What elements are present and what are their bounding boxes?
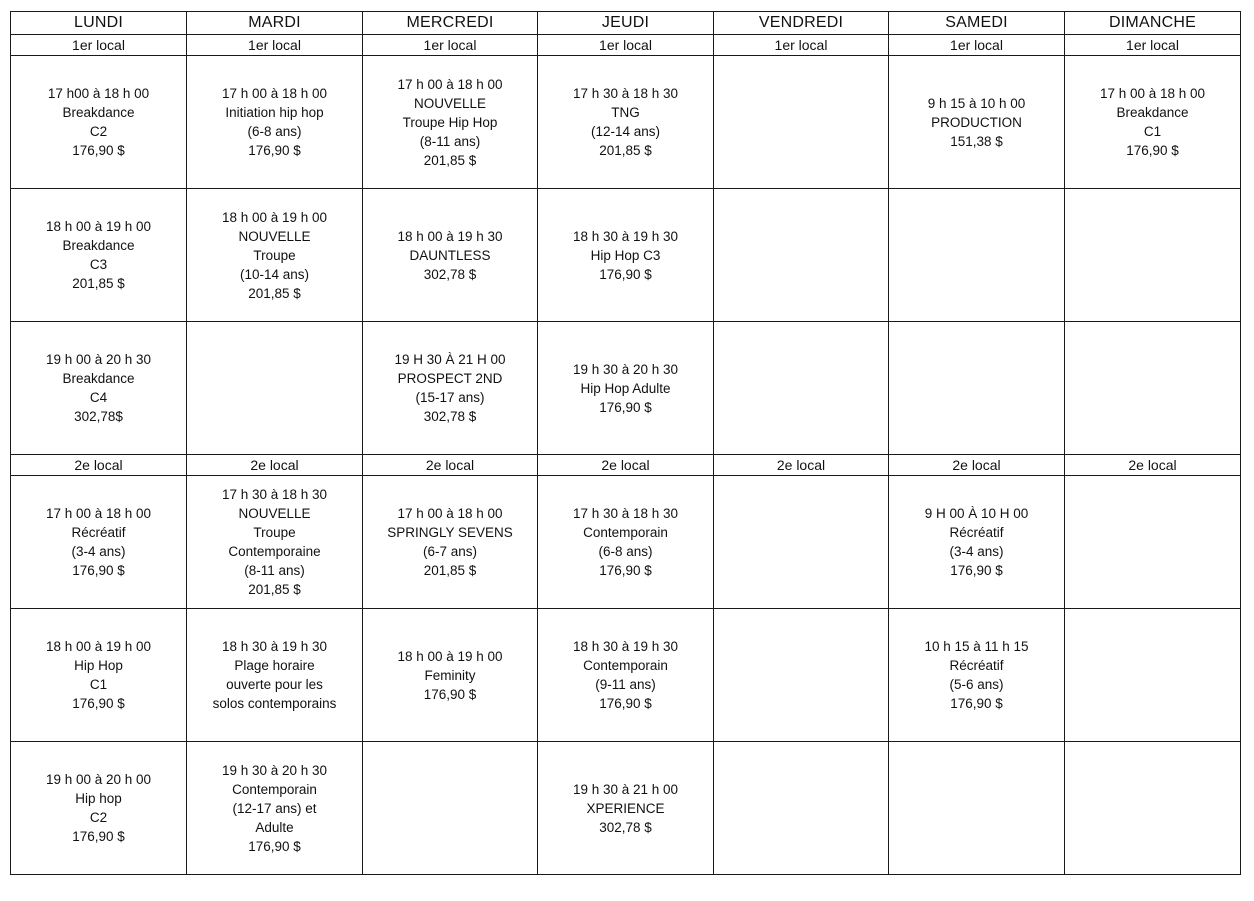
class-info-line: 201,85 $ <box>423 563 477 578</box>
class-cell <box>363 476 538 609</box>
class-info-line: Récréatif <box>949 525 1004 540</box>
class-info-line: C1 <box>89 677 108 692</box>
class-info-line: 302,78 $ <box>423 266 477 282</box>
day-header-dimanche: DIMANCHE <box>1065 12 1241 35</box>
class-info-line: 176,90 $ <box>423 686 477 702</box>
class-info-line: SPRINGLY SEVENS <box>387 525 513 540</box>
class-info-line: 19 h 30 à 20 h 30 <box>221 762 328 778</box>
class-info-line: 17 h 30 à 18 h 30 <box>572 86 679 101</box>
class-info-line: Breakdance <box>62 371 135 386</box>
class-cell <box>363 189 538 322</box>
class-info-line: (6-8 ans) <box>598 544 653 559</box>
class-info-line: (15-17 ans) <box>415 390 485 405</box>
class-info-line: C4 <box>89 390 108 405</box>
class-info-line: 17 h 00 à 18 h 00 <box>397 76 503 92</box>
class-cell <box>11 609 187 742</box>
empty-cell <box>1065 742 1241 875</box>
class-info-line: PROSPECT 2ND <box>397 371 503 386</box>
class-info-line: Troupe <box>253 247 296 263</box>
class-cell <box>187 189 363 322</box>
class-info-line: 19 h 00 à 20 h 30 <box>45 352 152 367</box>
class-cell <box>889 56 1065 189</box>
class-cell <box>187 476 363 609</box>
class-cell <box>363 56 538 189</box>
class-info-line: 201,85 $ <box>72 276 125 291</box>
class-info-line: Hip Hop C3 <box>590 247 661 263</box>
class-info-line: C2 <box>89 124 108 139</box>
class-info-line: (6-7 ans) <box>422 544 478 559</box>
local-label: 2e local <box>714 455 889 476</box>
class-info-line: (3-4 ans) <box>71 544 126 559</box>
class-info-line: Feminity <box>424 667 476 683</box>
class-info-line: 17 h 00 à 18 h 00 <box>221 86 328 101</box>
class-info-line: DAUNTLESS <box>409 247 491 263</box>
class-info-line: 18 h 30 à 19 h 30 <box>572 639 679 654</box>
class-info-line: XPERIENCE <box>586 800 665 816</box>
local-label: 2e local <box>363 455 538 476</box>
class-info-line: C1 <box>1143 124 1162 139</box>
day-header-lundi: LUNDI <box>11 12 187 35</box>
class-info-line: PRODUCTION <box>931 114 1022 130</box>
class-info-line: 176,90 $ <box>72 143 125 158</box>
class-info-line: NOUVELLE <box>238 506 311 521</box>
class-info-line: 176,90 $ <box>599 266 652 282</box>
class-cell <box>363 322 538 455</box>
class-info-line: (12-17 ans) et <box>232 800 317 816</box>
class-info-line: 18 h 00 à 19 h 00 <box>45 219 152 234</box>
local-label: 1er local <box>889 35 1065 56</box>
class-info-line: solos contemporains <box>212 696 337 711</box>
empty-cell <box>714 322 889 455</box>
class-info-line: Adulte <box>255 819 294 835</box>
class-cell <box>363 609 538 742</box>
class-cell <box>11 742 187 875</box>
class-info-line: Hip hop <box>75 791 122 806</box>
time-slot-row <box>11 322 1241 455</box>
class-cell <box>538 609 714 742</box>
class-cell <box>11 189 187 322</box>
class-info-line: 18 h 00 à 19 h 00 <box>221 209 328 225</box>
local-label: 1er local <box>187 35 363 56</box>
class-info-line: (8-11 ans) <box>244 563 305 578</box>
local-label: 1er local <box>714 35 889 56</box>
local-label: 1er local <box>11 35 187 56</box>
empty-cell <box>889 189 1065 322</box>
class-info-line: 151,38 $ <box>950 133 1003 149</box>
empty-cell <box>714 189 889 322</box>
empty-cell <box>363 742 538 875</box>
class-info-line: Contemporain <box>232 781 317 797</box>
class-info-line: Contemporaine <box>228 544 321 559</box>
class-info-line: 18 h 00 à 19 h 00 <box>397 648 503 664</box>
day-header-jeudi: JEUDI <box>538 12 714 35</box>
class-info-line: 9 H 00 À 10 H 00 <box>924 506 1029 521</box>
class-info-line: 302,78$ <box>74 409 123 424</box>
class-info-line: Breakdance <box>62 105 135 120</box>
class-info-line: 176,90 $ <box>950 696 1003 711</box>
class-info-line: 201,85 $ <box>599 143 652 158</box>
weekly-schedule-table <box>10 11 1241 875</box>
empty-cell <box>889 322 1065 455</box>
class-info-line: 302,78 $ <box>599 819 652 835</box>
local-label-row <box>11 35 1241 56</box>
class-cell <box>187 609 363 742</box>
class-info-line: 19 H 30 À 21 H 00 <box>394 352 506 367</box>
class-info-line: Récréatif <box>71 525 126 540</box>
class-info-line: 18 h 00 à 19 h 30 <box>397 228 503 244</box>
empty-cell <box>1065 189 1241 322</box>
local-label: 2e local <box>11 455 187 476</box>
time-slot-row <box>11 56 1241 189</box>
class-info-line: ouverte pour les <box>226 677 323 692</box>
class-info-line: (10-14 ans) <box>239 266 310 282</box>
class-cell <box>11 476 187 609</box>
class-info-line: 176,90 $ <box>599 399 652 415</box>
local-label-row <box>11 455 1241 476</box>
local-label: 1er local <box>363 35 538 56</box>
class-info-line: Initiation hip hop <box>225 105 324 120</box>
class-cell <box>11 322 187 455</box>
class-info-line: 19 h 30 à 21 h 00 <box>572 781 679 797</box>
class-info-line: Hip Hop <box>74 658 123 673</box>
class-cell <box>889 609 1065 742</box>
local-label: 1er local <box>1065 35 1241 56</box>
class-info-line: 17 h 30 à 18 h 30 <box>572 506 679 521</box>
class-cell <box>538 476 714 609</box>
class-info-line: 17 h 00 à 18 h 00 <box>1099 86 1206 101</box>
class-info-line: (6-8 ans) <box>247 124 302 139</box>
class-info-line: 176,90 $ <box>248 838 301 854</box>
class-cell <box>1065 56 1241 189</box>
class-info-line: 10 h 15 à 11 h 15 <box>924 639 1029 654</box>
local-label: 1er local <box>538 35 714 56</box>
class-info-line: (12-14 ans) <box>590 124 661 139</box>
class-info-line: 18 h 30 à 19 h 30 <box>572 228 679 244</box>
class-info-line: 201,85 $ <box>248 582 301 597</box>
class-info-line: 19 h 00 à 20 h 00 <box>45 772 152 787</box>
empty-cell <box>714 609 889 742</box>
class-info-line: 201,85 $ <box>423 152 477 168</box>
empty-cell <box>714 56 889 189</box>
empty-cell <box>714 742 889 875</box>
class-info-line: 176,90 $ <box>1126 143 1179 158</box>
class-info-line: Contemporain <box>583 525 668 540</box>
day-header-vendredi: VENDREDI <box>714 12 889 35</box>
class-info-line: (8-11 ans) <box>419 133 481 149</box>
class-info-line: 176,90 $ <box>950 563 1003 578</box>
class-info-line: 176,90 $ <box>72 563 125 578</box>
class-info-line: 18 h 30 à 19 h 30 <box>221 639 328 654</box>
class-info-line: 176,90 $ <box>599 563 652 578</box>
class-info-line: Plage horaire <box>234 658 315 673</box>
class-cell <box>889 476 1065 609</box>
class-info-line: 17 h 00 à 18 h 00 <box>45 506 152 521</box>
class-info-line: 176,90 $ <box>72 829 125 844</box>
day-header-row <box>11 12 1241 35</box>
class-info-line: Contemporain <box>583 658 668 673</box>
class-info-line: Hip Hop Adulte <box>580 380 671 396</box>
class-info-line: (3-4 ans) <box>949 544 1004 559</box>
local-label: 2e local <box>538 455 714 476</box>
local-label: 2e local <box>187 455 363 476</box>
class-cell <box>187 56 363 189</box>
empty-cell <box>1065 476 1241 609</box>
local-label: 2e local <box>889 455 1065 476</box>
class-info-line: Récréatif <box>949 658 1004 673</box>
empty-cell <box>1065 322 1241 455</box>
class-info-line: 176,90 $ <box>248 143 301 158</box>
class-info-line: C2 <box>89 810 108 825</box>
class-info-line: C3 <box>89 257 108 272</box>
class-cell <box>538 189 714 322</box>
class-info-line: Breakdance <box>62 238 135 253</box>
class-info-line: Breakdance <box>1116 105 1189 120</box>
time-slot-row <box>11 476 1241 609</box>
empty-cell <box>714 476 889 609</box>
class-info-line: NOUVELLE <box>413 95 487 111</box>
class-cell <box>538 742 714 875</box>
class-cell <box>11 56 187 189</box>
empty-cell <box>889 742 1065 875</box>
time-slot-row <box>11 189 1241 322</box>
class-info-line: 17 h00 à 18 h 00 <box>47 86 150 101</box>
class-info-line: Troupe Hip Hop <box>402 114 498 130</box>
day-header-mardi: MARDI <box>187 12 363 35</box>
class-info-line: 19 h 30 à 20 h 30 <box>572 361 679 377</box>
class-cell <box>538 322 714 455</box>
class-info-line: (9-11 ans) <box>595 677 656 692</box>
class-info-line: 18 h 00 à 19 h 00 <box>45 639 152 654</box>
class-info-line: 17 h 00 à 18 h 00 <box>397 506 503 521</box>
class-cell <box>538 56 714 189</box>
class-info-line: (5-6 ans) <box>949 677 1004 692</box>
class-info-line: 9 h 15 à 10 h 00 <box>927 95 1026 111</box>
class-info-line: TNG <box>611 105 640 120</box>
day-header-mercredi: MERCREDI <box>363 12 538 35</box>
class-info-line: 17 h 30 à 18 h 30 <box>221 487 328 502</box>
class-info-line: 176,90 $ <box>72 696 125 711</box>
class-info-line: Troupe <box>253 525 296 540</box>
time-slot-row <box>11 609 1241 742</box>
local-label: 2e local <box>1065 455 1241 476</box>
time-slot-row <box>11 742 1241 875</box>
class-cell <box>187 742 363 875</box>
class-info-line: 201,85 $ <box>248 285 301 301</box>
class-info-line: NOUVELLE <box>238 228 311 244</box>
class-info-line: 176,90 $ <box>599 696 652 711</box>
day-header-samedi: SAMEDI <box>889 12 1065 35</box>
empty-cell <box>187 322 363 455</box>
empty-cell <box>1065 609 1241 742</box>
class-info-line: 302,78 $ <box>423 409 477 424</box>
